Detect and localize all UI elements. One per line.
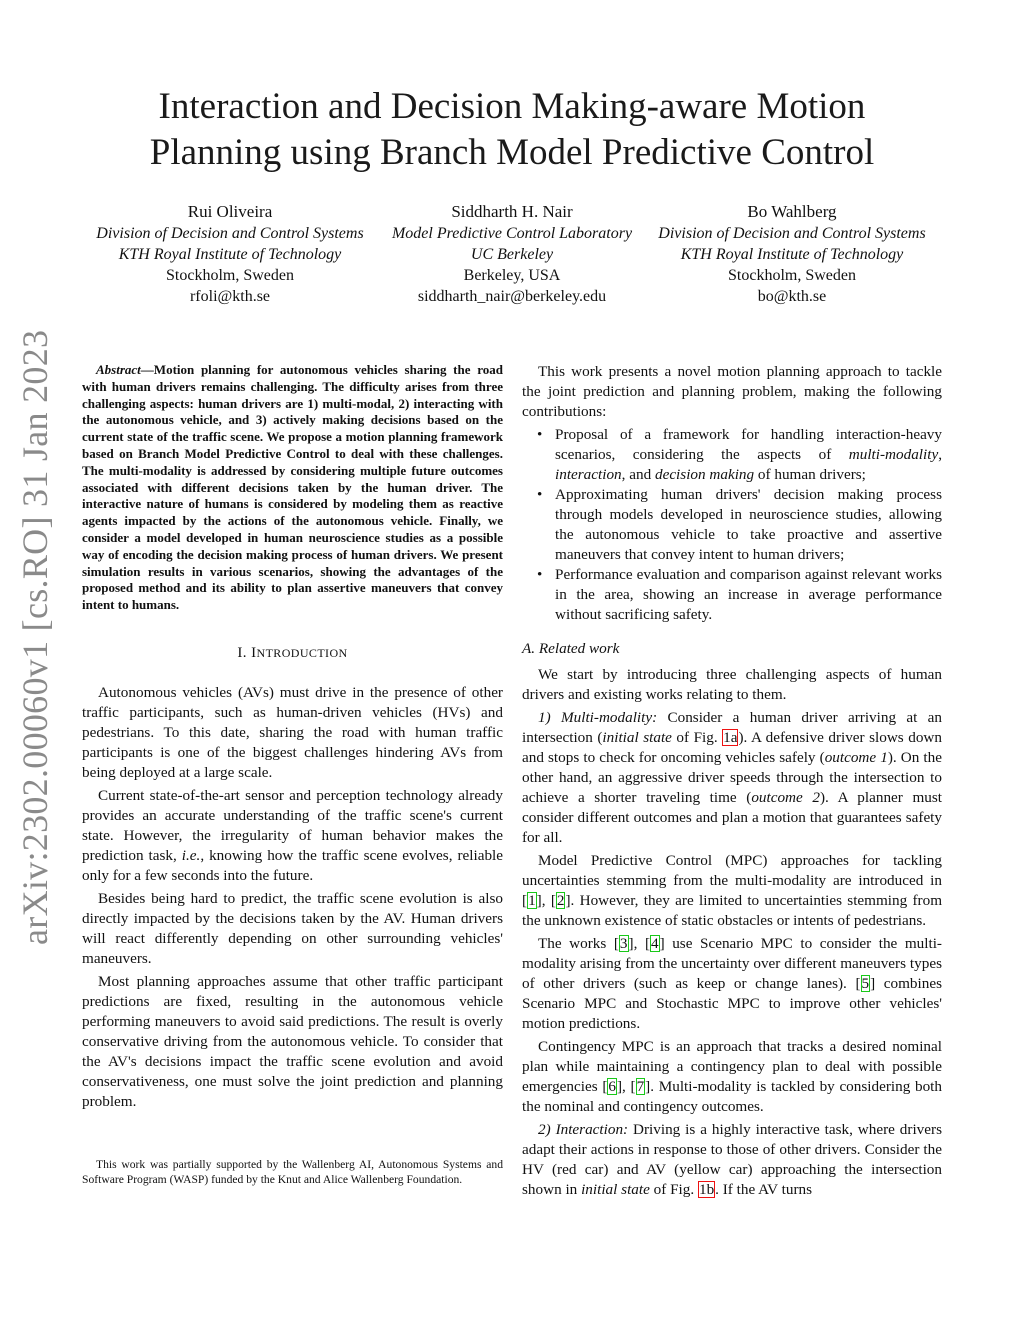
author-location: Berkeley, USA [463, 267, 561, 284]
author-dept: Division of Decision and Control Systems [658, 225, 926, 242]
citation-link[interactable]: 1 [528, 892, 536, 909]
subsection-heading-related-work: A. Related work [522, 640, 620, 657]
arxiv-stamp: arXiv:2302.00060v1 [cs.RO] 31 Jan 2023 [15, 329, 55, 945]
section-initial: I [251, 644, 257, 661]
author-block [80, 201, 380, 307]
citation-link[interactable]: 3 [619, 935, 628, 952]
contingency-mpc-paragraph: Contingency MPC is an approach that tracks a desired nominal plan while maintaining a contingency plan to deal with possible emergencies [6], [7]. Multi-modality is tackled by considering both the nominal and contingency outcomes. [522, 1038, 942, 1115]
left-column [82, 362, 503, 1115]
abstract-label: Abstract [96, 362, 141, 377]
author-email[interactable]: bo@kth.se [757, 288, 827, 305]
intro-paragraph: Current state-of-the-art sensor and perception technology already provides an accurate understanding of the traffic scene's current state. However, the irregularity of human behavior makes the prediction task, i.e., knowing how the traffic scene evolves, reliable only for a few seconds into the future. [82, 786, 503, 884]
author-email[interactable]: rfoli@kth.se [189, 288, 271, 305]
list-item: • Approximating human drivers' decision making process through models developed in neuroscience studies, allowing the autonomous vehicle to take proactive and assertive maneuvers that convey intent to human drivers; [537, 486, 942, 563]
author-location: Stockholm, Sweden [166, 267, 294, 284]
bullet-icon: • [537, 566, 543, 583]
author-inst: KTH Royal Institute of Technology [118, 246, 342, 263]
section-heading-introduction [82, 643, 503, 663]
figure-link-1b[interactable]: 1b [698, 1181, 715, 1198]
list-item: • Proposal of a framework for handling interaction-heavy scenarios, considering the aspects of multi-modality, interaction, and decision making of human drivers; [537, 426, 942, 483]
scenario-mpc-paragraph: The works [3], [4] use Scenario MPC to consider the multi-modality arising from the uncertainty over different maneuvers types of other drivers (such as keep or change lanes). [5] combines Scenario MPC and Stochastic MPC to improve other vehicles' motion predictions. [522, 935, 942, 1032]
intro-paragraph: Besides being hard to predict, the traffic scene evolution is also directly impacted by the decisions taken by the AV. Human drivers will react differently depending on other surrounding vehicles' maneuvers. [82, 889, 503, 967]
title-line-1: Interaction and Decision Making-aware Motion [158, 86, 866, 127]
citation-link[interactable]: 2 [556, 892, 565, 909]
author-inst: KTH Royal Institute of Technology [680, 246, 904, 263]
intro-paragraph: Autonomous vehicles (AVs) must drive in the presence of other traffic participants, such as human-driven vehicles (HVs) and pedestrians. To this date, sharing the road with human traffic participants is one of the biggest challenges hindering AVs from being deployed at a large scale. [82, 683, 503, 781]
abstract: Abstract—Motion planning for autonomous vehicles sharing the road with human drivers remains challenging. The difficulty arises from three challenging aspects: human drivers are 1) multi-modal, 2) interacting with the autonomous vehicle, and 3) actively making decisions based on the current state of the traffic scene. We propose a motion planning framework based on Branch Model Predictive Control to deal with these challenges. The multi-modality is addressed by considering multiple future outcomes associated with different decisions taken by the human driver. The interactive nature of humans is considered by modeling them as reactive agents impacted by the actions of the autonomous vehicle. Finally, we consider a model developed in human neuroscience studies as a possible way of encoding the decision making process of human drivers. We present simulation results in various scenarios, showing the advantages of the proposed method and its ability to plan assertive maneuvers that convey intent to humans. [82, 362, 503, 613]
author-inst: UC Berkeley [470, 246, 554, 263]
multimodality-paragraph: 1) Multi-modality: Consider a human driver arriving at an intersection (initial state of Fig. 1a). A defensive driver slows down and stops to check for oncoming vehicles safely (outcome 1). On the other hand, an aggressive driver speeds through the intersection to achieve a shorter traveling time (outcome 2). A planner must consider different outcomes and plan a motion that guarantees safety for all. [522, 709, 942, 846]
bullet-icon: • [537, 486, 543, 503]
author-block [642, 201, 942, 307]
author-location: Stockholm, Sweden [728, 267, 856, 284]
abstract-text: Motion planning for autonomous vehicles sharing the road with human drivers remains challenging. The difficulty arises from three challenging aspects: human drivers are 1) multi-modal, 2) interacting with the autonomous vehicle, and 3) actively making decisions based on the current state of the traffic scene. We propose a motion planning framework based on Branch Model Predictive Control to deal with these challenges. The multi-modality is addressed by considering multiple future outcomes associated with different decisions taken by the human driver. The interactive nature of humans is considered by modeling them as reactive agents impacted by the actions of the autonomous vehicle. Finally, we consider a model developed in human neuroscience studies as a possible way of encoding the decision making process of human drivers. We present simulation results in various scenarios, showing the advantages of the proposed method and its ability to plan assertive maneuvers that convey intent to humans. [82, 362, 503, 613]
citation-link[interactable]: 6 [608, 1078, 616, 1095]
right-column [522, 362, 942, 1203]
related-work-paragraph: We start by introducing three challenging aspects of human drivers and existing works relating to them. [522, 666, 942, 703]
author-dept: Division of Decision and Control Systems [96, 225, 364, 242]
author-name: Rui Oliveira [187, 202, 273, 221]
bullet-icon: • [537, 426, 543, 443]
section-number: I. [237, 644, 247, 661]
figure-link-1a[interactable]: 1a [723, 729, 738, 746]
mpc-paragraph: Model Predictive Control (MPC) approaches for tackling uncertainties stemming from the multi-modality are introduced in [1], [2]. However, they are limited to uncertainties stemming from the unknown existence of static obstacles or intents of pedestrians. [522, 852, 943, 929]
intro-paragraph: Most planning approaches assume that other traffic participant predictions are fixed, resulting in the autonomous vehicle performing maneuvers to avoid said predictions. The result is overly conservative driving from the autonomous vehicle. To consider that the AV's decisions impact the traffic scene evolution and avoid conservativeness, one must solve the joint prediction and planning problem. [82, 972, 503, 1110]
contributions-lead: This work presents a novel motion planning approach to tackle the joint prediction and planning problem, making the following contributions: [522, 363, 942, 420]
title-line-2: Planning using Branch Model Predictive Control [149, 132, 875, 173]
interaction-paragraph: 2) Interaction: Driving is a highly interactive task, where drivers adapt their actions in response to those of other drivers. Consider the HV (red car) and AV (yellow car) approaching the intersection shown in initial state of Fig. 1b. If the AV turns [522, 1121, 942, 1198]
author-name: Siddharth H. Nair [451, 202, 573, 221]
footnote: This work was partially supported by the Wallenberg AI, Autonomous Systems and Software Program (WASP) funded by the Knut and Alice Wallenberg Foundation. [82, 1158, 503, 1186]
list-item: • Performance evaluation and comparison against relevant works in the area, showing an increase in average performance without sacrificing safety. [537, 566, 942, 623]
author-block [362, 201, 662, 307]
section-title-rest: NTRODUCTION [256, 645, 348, 660]
author-dept: Model Predictive Control Laboratory [391, 225, 633, 242]
author-email[interactable]: siddharth_nair@berkeley.edu [417, 288, 607, 305]
contributions-list [522, 425, 942, 625]
author-name: Bo Wahlberg [747, 202, 837, 221]
citation-link[interactable]: 7 [636, 1078, 645, 1095]
citation-link[interactable]: 5 [861, 975, 870, 992]
paper-title [0, 84, 1024, 176]
citation-link[interactable]: 4 [651, 935, 659, 952]
